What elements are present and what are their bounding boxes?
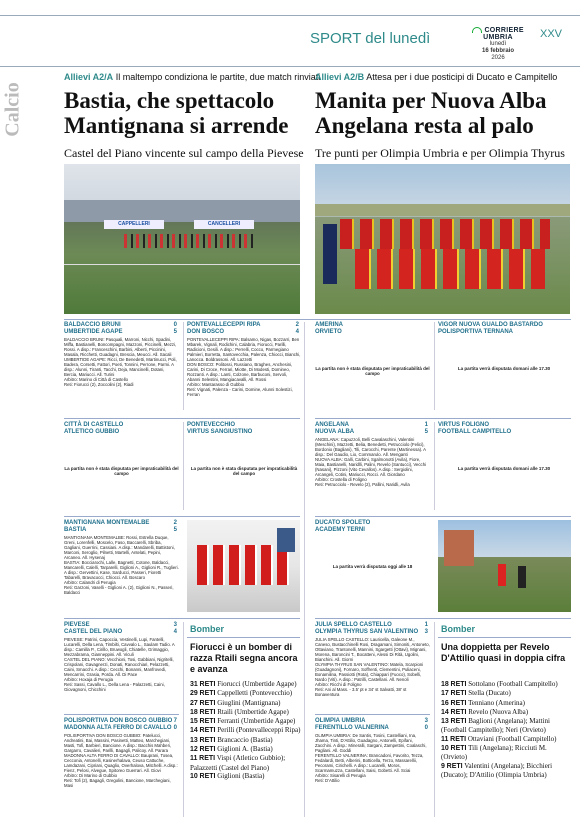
rule (64, 516, 300, 517)
away-team: NUOVA ALBA (315, 429, 355, 435)
home-team: MANTIGNANA MONTEMALBE (64, 520, 150, 526)
goal-count: 14 (441, 708, 449, 716)
goal-count: 31 (190, 681, 198, 688)
goal-label: RETI (199, 718, 216, 726)
right-kicker-text: Attesa per i due posticipi di Ducato e Campitello (366, 72, 558, 82)
goal-label: RETI (450, 735, 467, 743)
right-kicker (315, 72, 557, 82)
match-foligno-campitello (438, 422, 570, 510)
goal-label: RETI (450, 690, 467, 698)
col-rule (183, 322, 184, 410)
scorer: Stella (Ducato) (468, 689, 511, 698)
match-report: PONTEVALLECEPPI RIPA: Balsamo, Nigas, Bozzarri, Ben Mbarek, Vignali, Rodichini, Calabria, Fiorucci, Parilli, Radicioni, Gesili. A disp.: Perrelli, Cocco, Parmegiano Palmieri, Borretta, Santovecchia, Palenza, Chiocci, Bianchi, Lanocca. Boldrassoni. All. Lazzetti DON BOSCO: Politossi, Russiano, Braghes, Anchesini, Carini, Di Croce, Ferrari, Miotte, Di Modesti, Domineo, Rozzanti. A disp.: Lanti, Colzone, Barbuconi, Servoli, Abanni Selestini, Mangiacavalli, All. Rossi Arbitro: Mantarasso di Gubbio Reti: Vignati, Palenza - Carini, Domine, Alunni Solestizi, Ferran (187, 337, 301, 397)
away-team: DON BOSCO (187, 329, 225, 335)
home-score: 3 (424, 718, 428, 724)
home-team: VIGOR NUOVA GUALDO BASTARDO (438, 322, 543, 328)
scorer: Perilli (Pontevalleceppi Ripa) (217, 726, 301, 735)
player-red (498, 564, 506, 586)
building (444, 530, 474, 566)
goal-count: 27 (190, 699, 198, 707)
bomber-entry (190, 717, 302, 726)
match-note: La partita non è stata disputata per impraticabilità del campo (190, 466, 298, 476)
goal-label: RETI (450, 718, 467, 726)
goal-count: 29 (190, 690, 198, 698)
home-team: PONTEVECCHIO (187, 422, 236, 428)
bomber-entry (190, 726, 302, 735)
away-team: ACADEMY TERNI (315, 527, 365, 533)
scorer: Sottolano (Football Campitello) (468, 680, 558, 688)
goal-label: RETI (199, 755, 216, 763)
bomber-entry (190, 772, 302, 781)
players-lineup (124, 234, 254, 248)
trees (315, 204, 570, 216)
player-dark (518, 566, 526, 588)
scorer: Giglioni A. (Bastia) (217, 745, 273, 754)
goal-label: RETI (450, 681, 467, 688)
wall-poster (277, 528, 295, 552)
rule (315, 516, 571, 517)
match-pievese-casteldelpiano (64, 622, 179, 692)
side-label-text: Calcio (1, 82, 24, 137)
match-report: BALDACCIO BRUNI: Pasquali, Marroni, Nicchi, Spadini, Miffa, Bastianelli, Boncompagni, Mazzoni, Piccinelli, Mezzi, Rossi. A disp.: Franceschini, Barbini, Alberti, Piccinini, Masala, Ricchetti, Guadagni, Brescia, Meucci. All. Sacali UMBERTIDE AGAPE: Ricci, De Benedetti, Martinucci, Poli, Badera, Corsetti, Fattori, Poeti, Tonnini, Perrone, Parmi. A disp.: Alunni, Tiranti, Tacchi, Deja, Mancinelli, Dotani, Bercia, Mariucci. All. Turini Arbitro: Marino di Città di Castello Reti: Fiorucci (2), Zoccolini (2), Riadi (64, 337, 177, 387)
goal-label: RETI (450, 708, 467, 716)
team-front-row (355, 249, 545, 289)
side-label (1, 80, 26, 140)
bomber-right-list (441, 680, 571, 779)
rule (64, 618, 300, 619)
bomber-left-headline: Fiorucci è un bomber di razza Rtaili segna ancora e avanza (190, 642, 298, 674)
match-report: MANTIGNANA MONTEMALBE: Rossi, Estrella Duque, Greni, Lorenfelli, Moscelo, Faso, Baccarelli, Sbriba, Gagliani, Guerrini, Cassiani. A disp.: Mandarelli, Battistoni, Marconi, Seroglio, Pilnetti, Martelli, Antelati, Pepini, Arcaneo. All. Hysenaj BASTIA: Bocciarochi, Lalle, Bagnetti, Cotone, Baldacci, Mancarelli, Calelli, Tarparelli, Giglioni A., Giglioni R., Tuglieri. A disp.: Gervettini, Kase, Sarducci, Passeri, Fioretti Tabarelli, Bravacocci, Chiocci. All. Boscaro Arbitro: Calandri di Perugia Reti: Garzoni, Vaselli - Giglioni A. (2), Giglioni N., Passeri, Baldacci (64, 535, 179, 595)
match-pontevecchio-sangiustino (187, 422, 301, 510)
goal-label: RETI (199, 727, 216, 735)
rule (315, 618, 571, 619)
match-pontevalleceppi-donbosco (187, 322, 301, 397)
rule (64, 714, 179, 715)
match-note: La partita verrà disputata domani alle 17.30 (457, 366, 551, 371)
pitch-line (64, 264, 300, 265)
bomber-entry (441, 717, 571, 735)
bomber-entry (190, 736, 302, 745)
home-team: CITTÀ DI CASTELLO (64, 422, 124, 428)
match-olimpia-ferentillo (315, 718, 430, 783)
goal-count: 18 (441, 681, 449, 688)
home-score: 1 (424, 622, 428, 628)
rule (64, 319, 571, 320)
scorer: Ferranti (Umbertide Agape) (217, 717, 296, 726)
match-report: JULIA SPELLO CASTELLO: Lauricella, Galeone M., Caneso, Bustacchinelli Rosi, Dragamani, Simoniti, Antoneto, Ottaviano, Trantonelli, Mannini, Sgargetti (Ottavi), Mignani, Morena, Baroncini T., Bocatteni, Alessi Di Rità, Ugolini, Bianchini. All. Giorni OLYMPIA THYRUS SAN VALENTINO: Matela, Scarpioni (Guadagnoni), Fornaro, Soffrenti, Clementini, Puliaceni, Bonamilina, Passiotti (Rota), Chiappari (Fuoco), Sobelli, Nardo (Viti). A disp.: Patrilli, Castellani. All. Nenoli Arbitro: Ricchi di Foligno Reti: Ani al Mass. - 3.5' pt e 34' st Salvatti, 38' st Bonaventura (315, 637, 430, 697)
away-team: FERENTILLO VALNERINA (315, 725, 389, 731)
bomber-entry (441, 689, 571, 698)
match-report: POLISPORTIVA DON BOSCO GUBBIO: Patelucci, Andreatini, Bai, Massini, Pasinetti, Matteo, Marchegiani, Masti, Tofi, Barbieri, Bancione. A disp.: Bacchis Mahberi, Gargarro, Cavalieri, Parilli, Bagagli, Palicoy. All. Parara MADONNA ALTA FERRO DI CAVALLO: Bauprani, Tosea, Cecconia, Antonelli, Kasinerhalava, Ceuso Cattuche, Lamdazani, Cipriani, Quaglio, Overhalova, Mitchelli. A disp.: Fienz, Pelosi, Alvegue, Spitoreo Guerrari. All. Giovi Arbitro: Di Marino di Gubbio Reti: Tofi (2), Bagagli, Gregolini, Bancione, Marchegiani, Masi (64, 733, 178, 788)
home-score: 0 (173, 322, 177, 328)
goal-count: 10 (190, 772, 198, 780)
rule (187, 637, 300, 638)
bomber-right-headline: Una doppietta per Revelo D'Attilio quasi in doppia cifra (441, 642, 566, 663)
scorer: Fiorucci (Umbertide Agape) (217, 680, 297, 688)
header-rule (0, 66, 580, 67)
goal-count: 10 (441, 745, 449, 753)
scorer: Tili (Angelana); Ricciuti M. (Orvieto) (441, 744, 547, 762)
goal-label: RETI (450, 699, 467, 707)
match-amerina-orvieto (315, 322, 430, 410)
stadium-banner-1: CAPPELLERI (104, 220, 164, 229)
home-team: PIEVESE (64, 622, 90, 628)
goal-count: 17 (441, 690, 449, 698)
match-angelana-nuovaalba (315, 422, 430, 487)
issue-year: 2026 (491, 55, 505, 61)
goal-count: 9 (441, 762, 445, 770)
goal-count: 13 (190, 736, 198, 744)
stadium-banner-2: CANCELLERI (194, 220, 254, 229)
away-team: ATLETICO GUBBIO (64, 429, 120, 435)
goal-label: RETI (199, 746, 216, 754)
left-headline (64, 88, 288, 138)
bomber-entry (190, 708, 302, 717)
match-donbosco-madonnaalta (64, 718, 179, 788)
section-title: SPORT del lunedì (310, 30, 431, 47)
photo-team (315, 164, 570, 314)
rule (315, 418, 571, 419)
right-kicker-category: Allievi A2/B (315, 72, 365, 82)
goal-label: RETI (199, 681, 216, 688)
home-team: POLISPORTIVA DON BOSCO GUBBIO (64, 718, 173, 724)
away-team: MADONNA ALTA FERRO DI CAVALLO (64, 725, 172, 731)
goal-label: RETI (199, 772, 216, 780)
home-score: 2 (173, 520, 177, 526)
scorer: Vispi (Atletico Gubbio); Palazzetti (Castel del Piano) (190, 754, 286, 772)
left-kicker-text: Il maltempo condiziona le partite, due match rinviati (115, 72, 321, 82)
away-team: ORVIETO (315, 329, 342, 335)
rule (64, 418, 300, 419)
home-team: DUCATO SPOLETO (315, 520, 371, 526)
goal-count: 15 (190, 718, 198, 726)
rule (315, 714, 430, 715)
bomber-entry (190, 745, 302, 754)
away-score: 5 (173, 527, 177, 533)
goal-count: 12 (190, 746, 198, 754)
match-baldaccio-umbertide (64, 322, 179, 387)
right-headline-line2: Angelana resta al palo (315, 113, 534, 138)
match-note: La partita non è stata disputata per impraticabilità del campo (64, 466, 179, 476)
right-headline (315, 88, 547, 138)
home-score: 3 (173, 622, 177, 628)
match-report: PIEVESE: Patrini, Capoccia, Vestinelli, Lupi, Fantelli, Lucarelli, Della Lena, Timbilti, Cavvalo L., Saulam Tadio. A disp.: Camilla P., Cirillo, Bruwogli, Chiatelle, Grimaggio, Mezzabrama, Gianneppini. All. Viculi CASTEL DEL PIANO: Vecchioni, Tosi, Gabbiani, Nigritelli, Crispolani, Gavagnerzi, Donati, Ranocchiari, Pelazzetti, Caini, Smacchi. A disp.: Cecchi, Bonanni, Manfrovedi, Mencarrini, Grasia, Porda. All. Di Pace Arbitro: Hoxaja di Perugia Reti: Sassi, Cavallo L., Della Lena - Palazzetti, Caini, Giovagnoni, Chicchini (64, 637, 175, 692)
away-score: 4 (295, 329, 299, 335)
logo-arc-icon (472, 27, 482, 33)
home-team: BALDACCIO BRUNI (64, 322, 121, 328)
goal-count: 16 (441, 699, 449, 707)
bomber-left-title: Bomber (190, 624, 225, 634)
scorer: Valentini (Angelana); Bicchieri (Ducato); D'Attilio (Olimpia Umbria) (441, 761, 553, 779)
match-julia-olympia (315, 622, 430, 697)
col-rule (434, 322, 435, 410)
match-mantignana-bastia (64, 520, 179, 595)
match-note: La partita verrà disputata domani alle 17.30 (457, 466, 551, 471)
scorer: Cappelletti (Pontevecchio) (217, 689, 293, 698)
bomber-left-list (190, 680, 302, 781)
match-note: La partita verrà disputata oggi alle 18 (332, 564, 413, 569)
bomber-entry (441, 708, 571, 717)
goal-count: 11 (190, 755, 198, 763)
home-score: 1 (424, 422, 428, 428)
home-team: JULIA SPELLO CASTELLO (315, 622, 392, 628)
brand-name: CORRIERE UMBRIA (483, 27, 524, 41)
scorer: Ottaviani (Football Campitello) (467, 734, 557, 743)
match-ducato-academy (315, 520, 430, 612)
col-rule (434, 422, 435, 510)
away-score: 4 (173, 629, 177, 635)
bomber-entry (190, 699, 302, 708)
home-score: 7 (173, 718, 177, 724)
goal-label: RETI (450, 745, 467, 753)
scorer: Tenniano (Amerina) (468, 698, 525, 707)
home-score: 2 (295, 322, 299, 328)
away-team: UMBERTIDE AGAPE (64, 329, 123, 335)
goal-label: RETI (199, 736, 216, 744)
page-number: XXV (540, 28, 563, 40)
bomber-entry (190, 754, 302, 772)
away-team: OLYMPIA THYRUS SAN VALENTINO (315, 629, 419, 635)
issue-date: 16 febbraio (481, 48, 514, 54)
goal-count: 14 (190, 727, 198, 735)
bomber-entry (441, 735, 571, 744)
scorer: Giglioni (Bastia) (217, 771, 265, 780)
away-team: VIRTUS SANGIUSTINO (187, 429, 253, 435)
left-kicker (64, 72, 320, 82)
away-score: 5 (424, 429, 428, 435)
bomber-entry (441, 680, 571, 689)
away-score: 0 (173, 725, 177, 731)
left-headline-line1: Bastia, che spettacolo (64, 88, 275, 113)
issue-day: lunedì (489, 41, 507, 47)
right-subhead: Tre punti per Olimpia Umbria e per Olimpia Thyrus (315, 146, 565, 160)
home-team: AMERINA (315, 322, 343, 328)
col-rule (183, 422, 184, 510)
away-team: BASTIA (64, 527, 87, 533)
home-team: VIRTUS FOLIGNO (438, 422, 489, 428)
match-vigor-ternana (438, 322, 570, 410)
match-castello-gubbio (64, 422, 179, 510)
away-score: 5 (173, 329, 177, 335)
bomber-entry (441, 762, 571, 780)
goal-count: 18 (190, 708, 198, 716)
away-score: 3 (424, 629, 428, 635)
bomber-right-title: Bomber (441, 624, 476, 634)
photo-stadium (64, 164, 300, 314)
team-back-row (340, 219, 550, 249)
away-team: CASTEL DEL PIANO (64, 629, 123, 635)
scorer: Giuglini (Mantignana) (217, 698, 281, 707)
goal-count: 13 (441, 718, 449, 726)
home-team: ANGELANA (315, 422, 349, 428)
goal-count: 11 (441, 735, 449, 743)
home-team: PONTEVALLECEPPI RIPA (187, 322, 261, 328)
stand-structure (64, 200, 300, 222)
col-rule (434, 622, 435, 817)
match-report: OLIMPIA UMBRIA: De Santis, Tosini, Castelliani, Ina, Jhama, Tinti, D'Attilio, Guadagno, Antonelli, Epifani, Zacchini. A disp.: Mineralli, Sargani, Zampettini, Coalaschi, Pagliani. All. Goddi FERENTILLO VALNERINA: Brancadoni, Favorito, Tezza, Fedalardi, Betti, Alberini, Botticella, Terzo, Massarellii, Pecorami, Cirichelli. A disp.: Lucarelli, Moros, Scarmamuzza, Castellani, Saisi, Gobetti. All. Sciai Arbitro: Sisarelli di Perugia Reti: D'Attilio (315, 733, 427, 783)
players-celebrating (197, 545, 289, 585)
bomber-entry (190, 689, 302, 698)
photo-match-action (438, 520, 571, 612)
scorer: Revelo (Nuova Alba) (468, 707, 529, 716)
scorer: Brancaccio (Bastia) (217, 735, 273, 744)
bomber-entry (441, 744, 571, 762)
left-subhead: Castel del Piano vincente sul campo della Pievese (64, 146, 304, 160)
top-rule (0, 15, 580, 16)
away-score: 0 (424, 725, 428, 731)
col-rule (304, 322, 305, 817)
goal-label: RETI (199, 690, 216, 698)
left-kicker-category: Allievi A2/A (64, 72, 114, 82)
photo-celebration (187, 520, 300, 612)
rule (438, 637, 571, 638)
away-team: FOOTBALL CAMPITELLO (438, 429, 512, 435)
goal-label: RETI (199, 699, 216, 707)
scorer: Baglioni (Angelana); Mattini (Football Campitello); Neri (Orvieto) (441, 717, 550, 735)
col-rule (183, 622, 184, 817)
away-team: POLISPORTIVA TERNANA (438, 329, 514, 335)
scorer: Rtaili (Umbertide Agape) (217, 707, 289, 716)
goal-label: RETI (446, 762, 463, 770)
home-team: OLIMPIA UMBRIA (315, 718, 366, 724)
bomber-entry (441, 699, 571, 708)
coach (323, 224, 337, 284)
right-headline-line1: Manita per Nuova Alba (315, 88, 547, 113)
bomber-entry (190, 680, 302, 689)
brand-logo (468, 27, 528, 41)
left-headline-line2: Mantignana si arrende (64, 113, 289, 138)
goal-label: RETI (199, 708, 216, 716)
match-report: ANGELANA: Capuzzoli, Belli Cavalaschini, Valentini (Meschini), Mazzetti, Belia, Benedetti, Petrucciolo (Felici), Bordonio (Bagliani), Tili, Carocchi, Parente (Martinessa). A disp.: Del Gaudio, Lio, Commarulo. All. Menganti NUOVA ALBA: Galli, Carbini, Sgalmonotti (Avila), Fiore, Maia, Bastianelli, Naridlli, Palini, Revelo (Santucci), Vecchi (Nasani), Pizzoni (Vito Cevallos). A disp.: Sergiolini, Arcangeli, Cotini, Mariucci, Rocci. All. Giordano Arbitro: Crostella di Foligno Reti: Petrucciolo - Revelo (2), Pallini, Naridli, Avila (315, 437, 427, 487)
match-note: La partita non è stata disputata per impraticabilità del campo (315, 366, 430, 376)
masthead-brand (468, 27, 528, 62)
